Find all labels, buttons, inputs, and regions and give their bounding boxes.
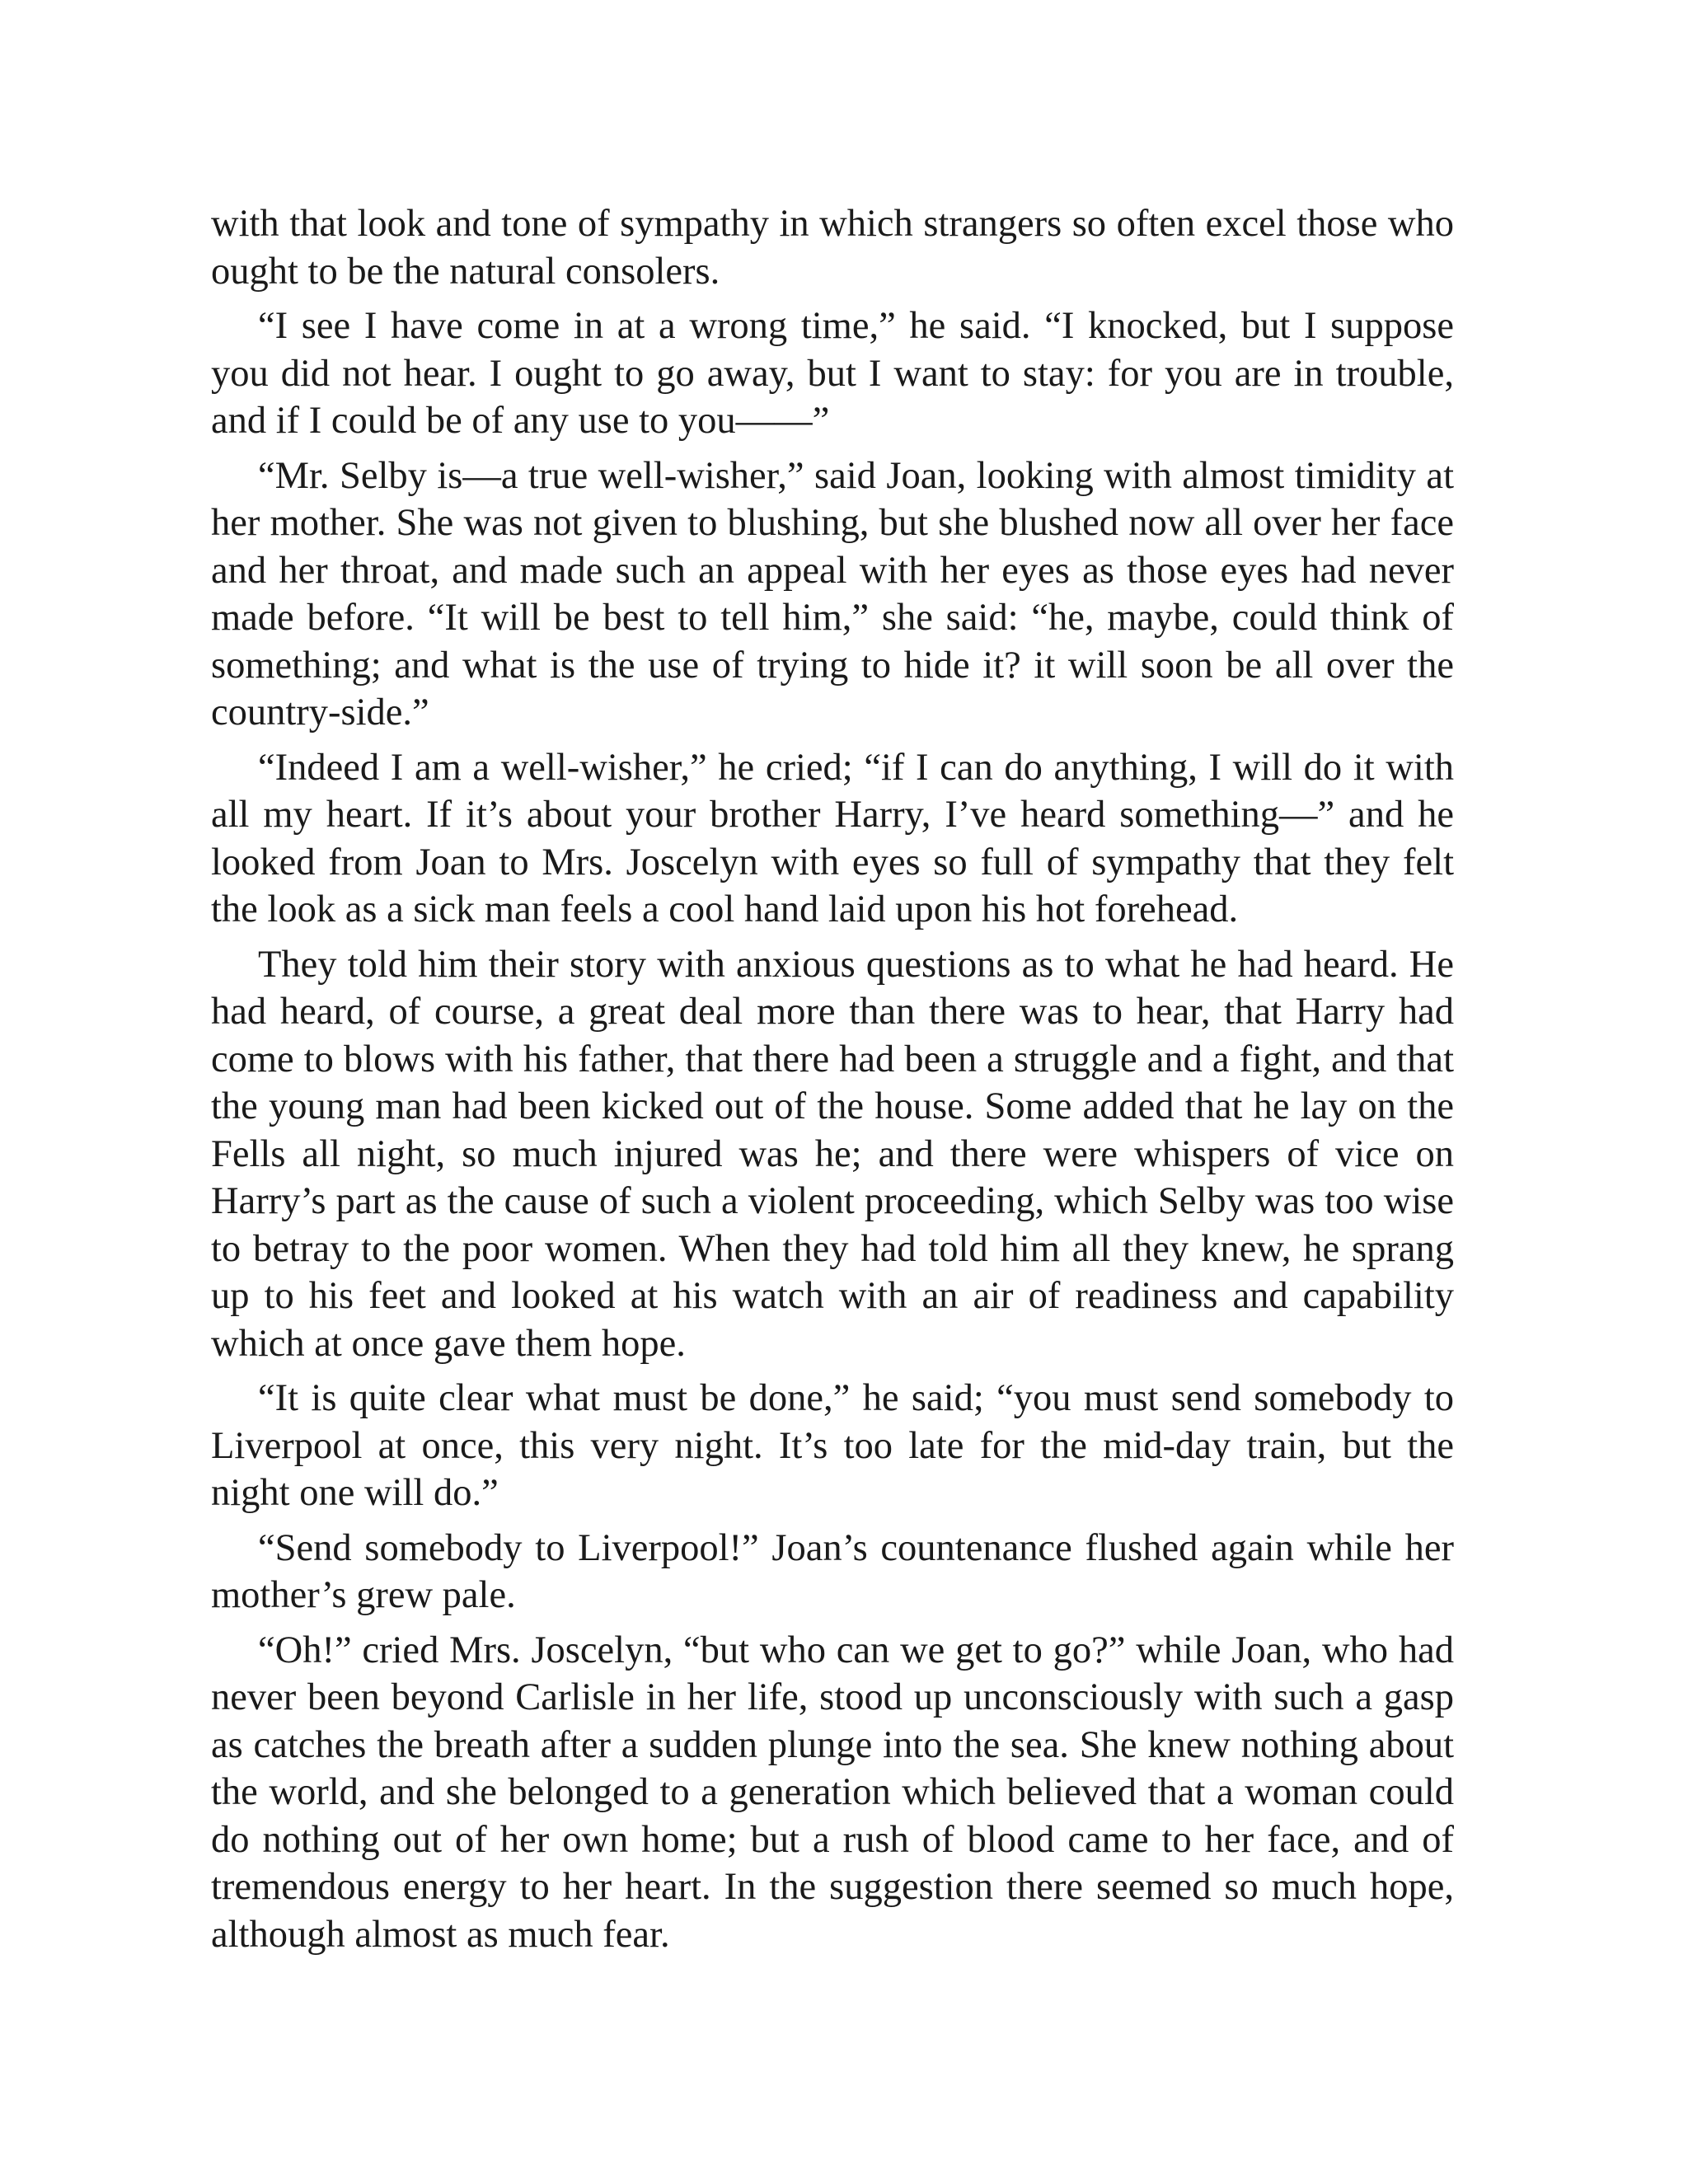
paragraph-6: “It is quite clear what must be done,” he said; “you must send somebody to Liverpool at once, this very night. It’s too late for the mid-day train, but the night one will do.”	[211, 1377, 1454, 1514]
paragraph-7: “Send somebody to Liverpool!” Joan’s countenance flushed again while her mother’s grew pale.	[211, 1526, 1454, 1616]
body-text	[211, 200, 1454, 1958]
paragraph-2: “I see I have come in at a wrong time,” he said. “I knocked, but I suppose you did not hear. I ought to go away, but I want to stay: for you are in trouble, and if I could be of any use to you——”	[211, 305, 1454, 442]
paragraph-3: “Mr. Selby is—a true well-wisher,” said Joan, looking with almost timidity at her mother. She was not given to blushing, but she blushed now all over her face and her throat, and made such an appeal with her eyes as those eyes had never made before. “It will be best to tell him,” she said: “he, maybe, could think of something; and what is the use of trying to hide it? it will soon be all over the country-side.”	[211, 454, 1454, 733]
paragraph-4: “Indeed I am a well-wisher,” he cried; “if I can do anything, I will do it with all my heart. If it’s about your brother Harry, I’ve heard something—” and he looked from Joan to Mrs. Joscelyn with eyes so full of sympathy that they felt the look as a sick man feels a cool hand laid upon his hot forehead.	[211, 746, 1454, 930]
paragraph-5: They told him their story with anxious questions as to what he had heard. He had heard, of course, a great deal more than there was to hear, that Harry had come to blows with his father, that there had been a struggle and a fight, and that the young man had been kicked out of the house. Some added that he lay on the Fells all night, so much injured was he; and there were whispers of vice on Harry’s part as the cause of such a violent proceeding, which Selby was too wise to betray to the poor women. When they had told him all they knew, he sprang up to his feet and looked at his watch with an air of readiness and capability which at once gave them hope.	[211, 943, 1454, 1365]
paragraph-1: with that look and tone of sympathy in which strangers so often excel those who ought to be the natural consolers.	[211, 203, 1454, 293]
paragraph-8: “Oh!” cried Mrs. Joscelyn, “but who can we get to go?” while Joan, who had never been beyond Carlisle in her life, stood up unconsciously with such a gasp as catches the breath after a sudden plunge into the sea. She knew nothing about the world, and she belonged to a generation which believed that a woman could do nothing out of her own home; but a rush of blood came to her face, and of tremendous energy to her heart. In the suggestion there seemed so much hope, although almost as much fear.	[211, 1629, 1454, 1956]
